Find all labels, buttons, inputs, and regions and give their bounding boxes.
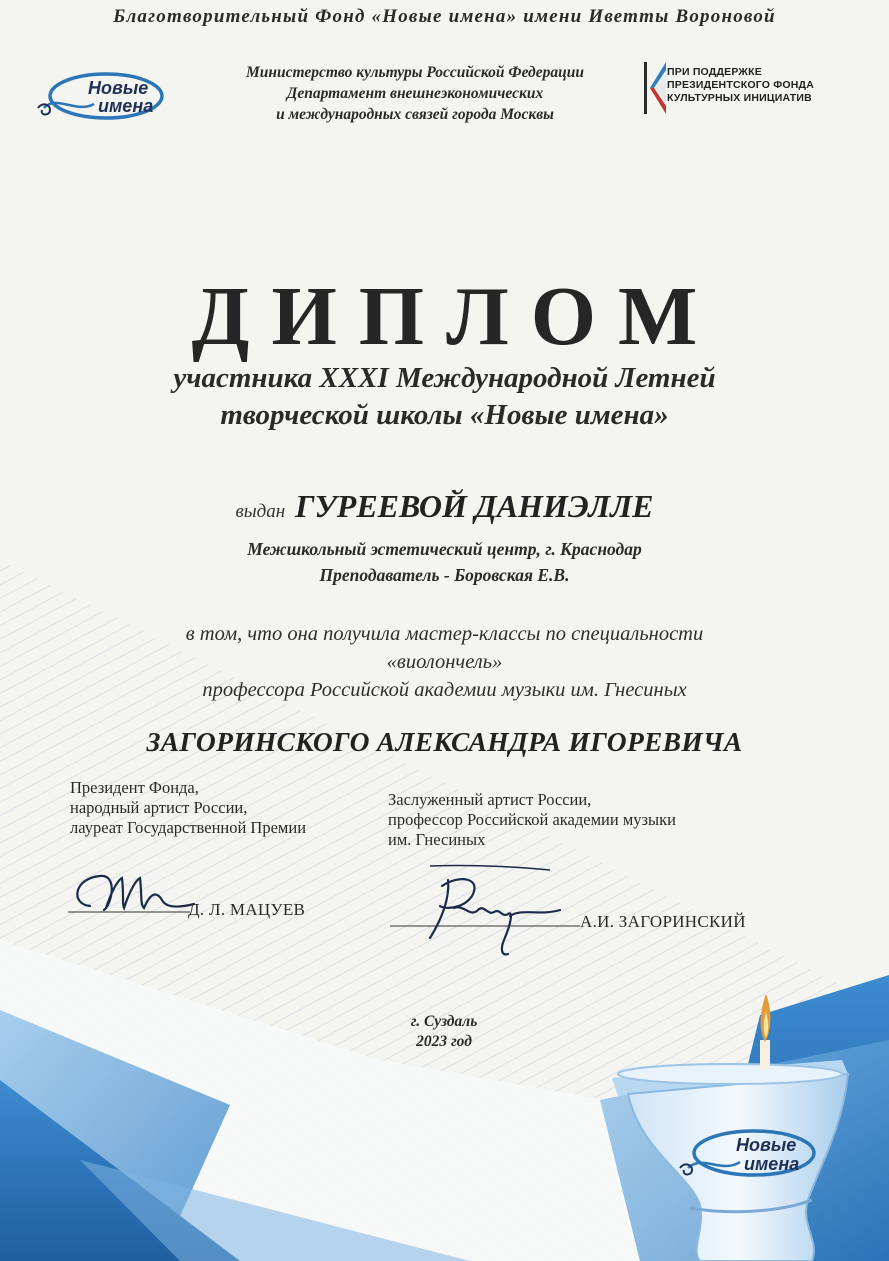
pfki-logo-icon [644, 62, 666, 114]
diploma-subtitle: участника XXXI Международной Летней творческой школы «Новые имена» [173, 362, 716, 431]
professor-name: ЗАГОРИНСКОГО АЛЕКСАНДРА ИГОРЕВИЧА [146, 726, 743, 757]
svg-text:имена: имена [98, 96, 154, 116]
novye-imena-logo [36, 64, 170, 128]
place: г. Суздаль [410, 1013, 478, 1030]
year: 2023 год [416, 1033, 472, 1050]
novye-imena-logo-bottom [676, 1120, 822, 1186]
issued-line [0, 488, 889, 525]
recipient-name: ГУРЕЕВОЙ ДАНИЭЛЛЕ [295, 488, 654, 524]
ministry-line: Министерство культуры Российской Федерации [245, 64, 584, 81]
ministry-block [200, 62, 630, 125]
right-signatory-titles: Заслуженный артист России, профессор Российской академии музыки им. Гнесиных [388, 790, 676, 849]
place-and-year [344, 1012, 544, 1052]
foundation-name: Благотворительный Фонд «Новые имена» имени Иветты Вороновой [113, 6, 776, 27]
ministry-line: Департамент внешнеэкономических [286, 85, 544, 102]
right-signatory-name: А.И. ЗАГОРИНСКИЙ [580, 912, 746, 931]
left-signatory-titles: Президент Фонда, народный артист России, лауреат Государственной Премии [70, 778, 307, 837]
ministry-line: и международных связей города Москвы [276, 106, 554, 123]
school-block: Межшкольный эстетический центр, г. Краснодар Преподаватель - Боровская Е.В. [247, 539, 642, 585]
left-signature-image [66, 864, 196, 920]
svg-text:Новые: Новые [736, 1135, 797, 1155]
right-signature-image [390, 860, 582, 964]
pfki-support-text: ПРИ ПОДДЕРЖКЕ ПРЕЗИДЕНТСКОГО ФОНДА КУЛЬТУРНЫХ ИНИЦИАТИВ [667, 66, 814, 104]
diploma-body: в том, что она получила мастер-классы по специальности «виолончель» профессора Российской академии музыки им. Гнесиных [185, 623, 704, 701]
diploma-title: ДИПЛОМ [191, 270, 720, 363]
issued-word: выдан [235, 501, 286, 522]
svg-text:Новые: Новые [88, 78, 149, 98]
svg-text:имена: имена [744, 1154, 800, 1174]
left-signatory-name: Д. Л. МАЦУЕВ [188, 900, 306, 919]
